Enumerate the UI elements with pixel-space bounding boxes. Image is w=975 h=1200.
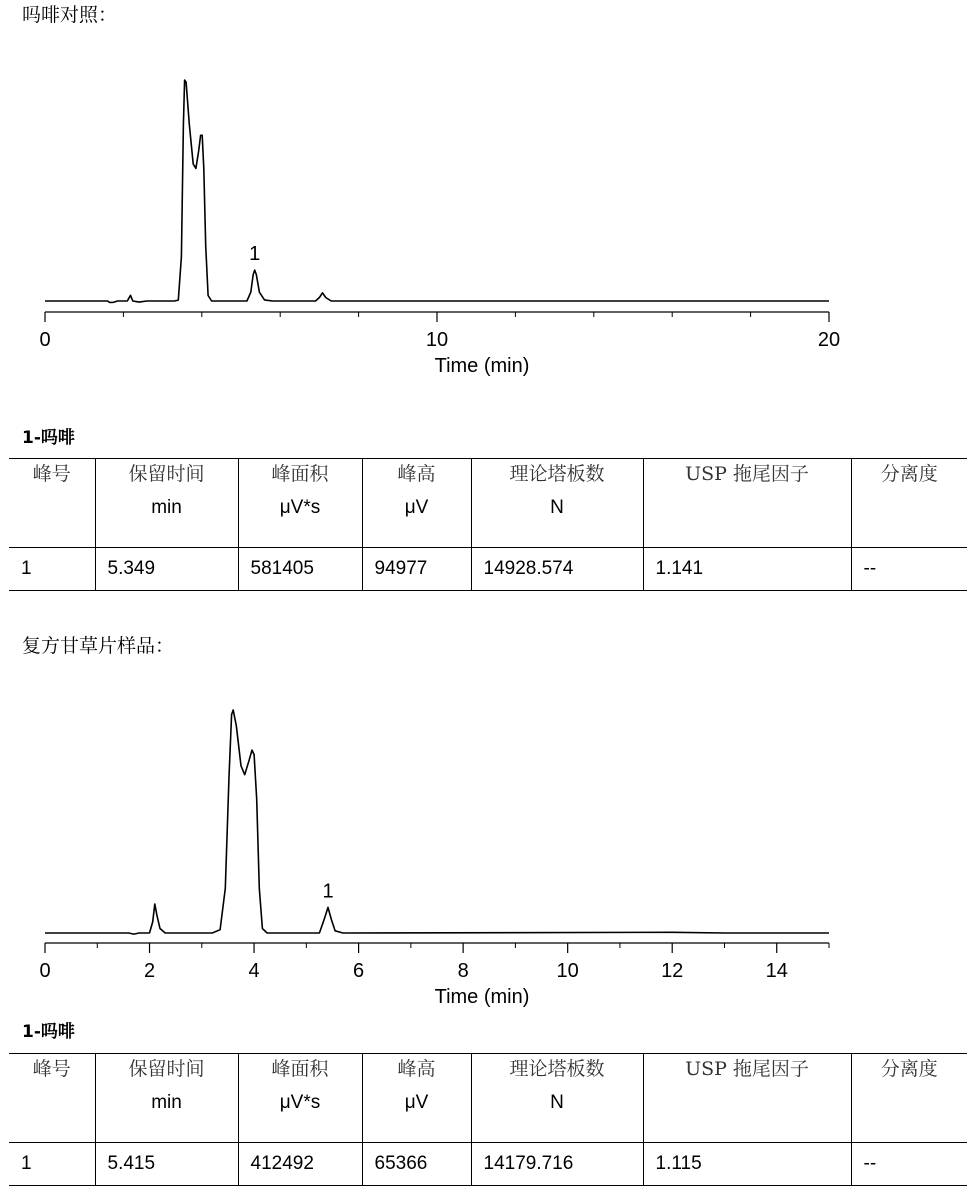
column-header-tailing: USP 拖尾因子 xyxy=(643,1054,851,1143)
cell-resolution: -- xyxy=(863,1153,877,1174)
section-2-heading: 复方甘草片样品： xyxy=(22,635,175,657)
column-header-peak-height: 峰高 μV xyxy=(362,1054,471,1143)
x-axis-label: Time (min) xyxy=(434,355,530,377)
x-tick-label: 0 xyxy=(39,960,51,982)
x-tick-label: 12 xyxy=(661,960,684,982)
x-tick-label: 0 xyxy=(39,329,51,351)
cell-retention-time: 5.415 xyxy=(95,1143,238,1186)
x-tick-label: 2 xyxy=(143,960,156,982)
column-header-retention-time: 保留时间 min xyxy=(95,459,238,548)
chromatogram-trace xyxy=(45,80,829,303)
x-tick-label: 10 xyxy=(556,960,579,982)
x-tick-label: 10 xyxy=(425,329,449,351)
column-header-peak-height: 峰高 μV xyxy=(362,459,471,548)
cell-tailing: 1.141 xyxy=(643,548,851,591)
column-header-plates: 理论塔板数 N xyxy=(471,459,643,548)
cell-peak-area: 581405 xyxy=(238,548,362,591)
cell-peak-area: 412492 xyxy=(238,1143,362,1186)
column-header-plates: 理论塔板数 N xyxy=(471,1054,643,1143)
cell-plates: 14179.716 xyxy=(471,1143,643,1186)
column-header-peak-no: 峰号 xyxy=(9,1054,95,1143)
x-tick-label: 4 xyxy=(248,960,260,982)
cell-resolution: -- xyxy=(863,558,877,579)
column-header-peak-area: 峰面积 μV*s xyxy=(238,1054,362,1143)
column-header-peak-area: 峰面积 μV*s xyxy=(238,459,362,548)
peak-label: 1 xyxy=(322,880,334,903)
x-axis-label: Time (min) xyxy=(434,986,530,1008)
table-row xyxy=(9,548,967,591)
chromatogram-reference xyxy=(0,0,975,385)
column-header-tailing: USP 拖尾因子 xyxy=(643,459,851,548)
column-header-peak-no: 峰号 xyxy=(9,459,95,548)
table-row xyxy=(9,1143,967,1186)
x-tick-label: 14 xyxy=(765,960,788,982)
column-header-retention-time: 保留时间 min xyxy=(95,1054,238,1143)
peak-table-reference xyxy=(9,458,967,591)
chromatogram-sample xyxy=(0,660,975,1010)
cell-peak-height: 65366 xyxy=(362,1143,471,1186)
section-2-table-title: 1-吗啡 xyxy=(22,1022,75,1042)
cell-tailing: 1.115 xyxy=(643,1143,851,1186)
x-tick-label: 6 xyxy=(353,960,365,982)
cell-plates: 14928.574 xyxy=(471,548,643,591)
x-tick-label: 20 xyxy=(817,329,841,351)
peak-label: 1 xyxy=(249,243,261,266)
table-header-row xyxy=(9,459,967,548)
section-1-heading: 吗啡对照： xyxy=(22,4,118,26)
peak-table-sample xyxy=(9,1053,967,1186)
cell-peak-height: 94977 xyxy=(362,548,471,591)
table-header-row xyxy=(9,1054,967,1143)
column-header-resolution: 分离度 xyxy=(880,463,938,485)
cell-retention-time: 5.349 xyxy=(95,548,238,591)
column-header-resolution: 分离度 xyxy=(880,1058,938,1080)
cell-peak-no: 1 xyxy=(9,548,95,591)
section-1-table-title: 1-吗啡 xyxy=(22,428,75,448)
x-tick-label: 8 xyxy=(457,960,469,982)
chromatogram-trace xyxy=(45,710,829,934)
cell-peak-no: 1 xyxy=(9,1143,95,1186)
